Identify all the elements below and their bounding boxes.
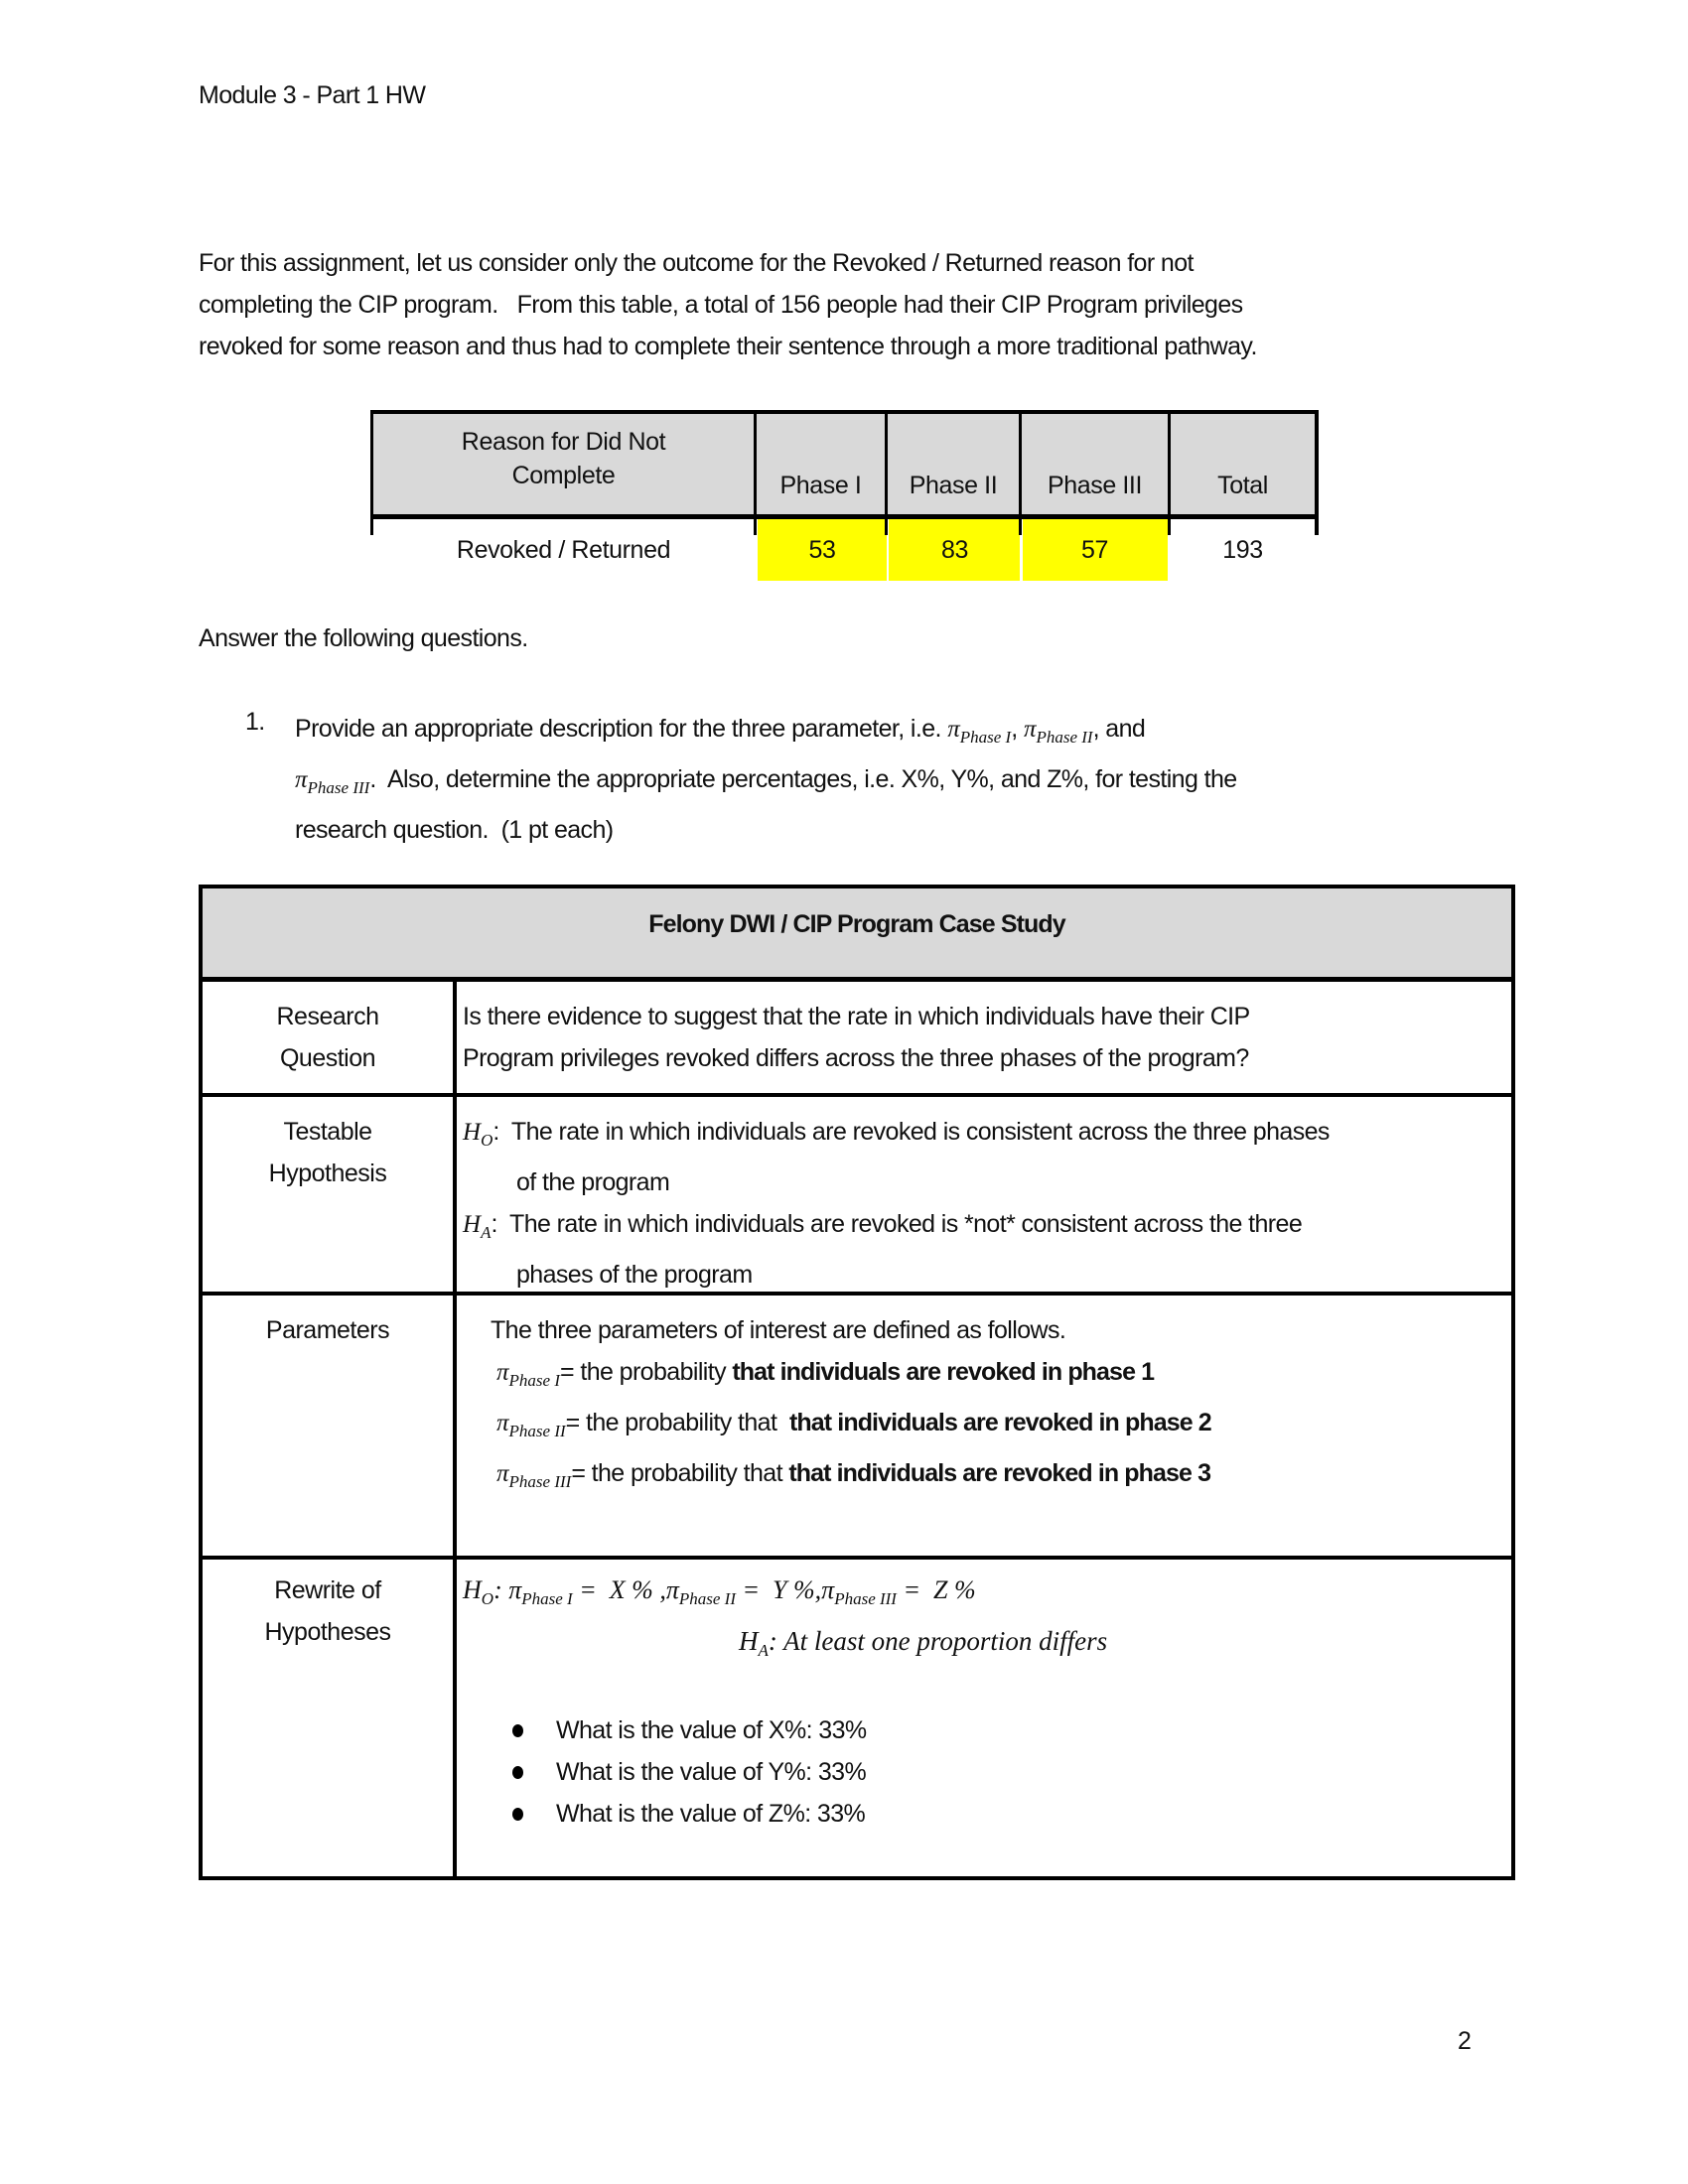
question-x-percent: What is the value of X%: 33% (512, 1709, 1501, 1751)
equation-rhs: = X % , (572, 1575, 666, 1604)
header-reason (373, 414, 754, 510)
question-1-text: . Also, determine the appropriate percentages, i.e. X%, Y%, and Z%, for testing the (369, 765, 1237, 793)
summary-table (370, 410, 1319, 581)
label-line: Hypotheses (264, 1618, 391, 1646)
intro-line-1: For this assignment, let us consider only the outcome for the Revoked / Returned reason for not (199, 249, 1194, 277)
subscript: Phase I (959, 728, 1012, 747)
question-1-line-2 (295, 758, 1237, 809)
h0-equation (463, 1570, 1501, 1620)
ha-subscript: A (758, 1641, 769, 1660)
value-phase-3-text: 57 (1080, 536, 1108, 564)
definition-bold-text: that individuals are revoked in phase 3 (788, 1459, 1211, 1487)
subscript: Phase I (508, 1371, 560, 1390)
row-research-question (203, 982, 1511, 1097)
alternative-hypothesis (463, 1203, 1501, 1254)
pi-symbol: π (496, 1460, 509, 1487)
subscript: Phase I (521, 1589, 573, 1608)
header-phase-3-label: Phase III (1047, 472, 1143, 499)
colon: : (493, 1575, 509, 1604)
question-y-percent: What is the value of Y%: 33% (512, 1751, 1501, 1793)
label-parameters (203, 1309, 453, 1351)
label-testable-hypothesis (203, 1111, 453, 1194)
case-study-title: Felony DWI / CIP Program Case Study (648, 910, 1065, 938)
null-hypothesis (463, 1111, 1501, 1161)
label-line: Testable (283, 1118, 372, 1146)
content-line: Program privileges revoked differs across the three phases of the program? (463, 1044, 1249, 1072)
row-parameters (203, 1296, 1511, 1560)
value-phase-1-text: 53 (808, 536, 836, 564)
value-total-text: 193 (1222, 536, 1263, 564)
question-z-percent: What is the value of Z%: 33% (512, 1793, 1501, 1835)
value-phase-1 (757, 519, 888, 581)
question-1-line-3: research question. (1 pt each) (295, 816, 614, 844)
question-1 (295, 708, 1237, 851)
subscript: Phase III (508, 1472, 572, 1491)
header-total-label: Total (1217, 472, 1268, 499)
pi-symbol: π (295, 766, 308, 793)
label-rewrite-hypotheses (203, 1570, 453, 1653)
subscript: Phase III (834, 1589, 897, 1608)
header-reason-line-1: Reason for Did Not (461, 427, 666, 456)
page-header: Module 3 - Part 1 HW (199, 81, 426, 109)
parameters-intro: The three parameters of interest are defined as follows. (491, 1316, 1066, 1344)
subscript: Phase II (1036, 728, 1093, 747)
parameter-definition-1 (491, 1351, 1501, 1402)
case-study-header (203, 888, 1511, 982)
value-phase-2 (888, 519, 1022, 581)
label-line: Question (279, 1044, 376, 1072)
subscript: Phase II (508, 1422, 566, 1440)
row-rewrite-hypotheses (203, 1560, 1511, 1876)
definition-text: = the probability that (571, 1459, 789, 1487)
header-phase-1-label: Phase I (779, 472, 862, 499)
instructions: Answer the following questions. (199, 624, 528, 652)
row-label-text: Revoked / Returned (456, 536, 671, 564)
label-line: Rewrite of (274, 1576, 381, 1604)
header-phase-3 (1022, 414, 1168, 510)
definition-bold-text: that individuals are revoked in phase 2 (789, 1409, 1211, 1436)
content-line: Is there evidence to suggest that the rate in which individuals have their CIP (463, 1003, 1250, 1030)
ha-line-1: : The rate in which individuals are revoked is *not* consistent across the three (491, 1210, 1303, 1238)
question-1-line-1 (295, 708, 1237, 758)
pi-symbol: π (665, 1575, 679, 1604)
pi-symbol: π (496, 1359, 509, 1386)
definition-text: = the probability (560, 1358, 733, 1386)
h0-subscript: O (481, 1131, 493, 1150)
ha-symbol: H (463, 1211, 482, 1238)
intro-line-2: completing the CIP program. From this table, a total of 156 people had their CIP Program privileges (199, 291, 1243, 319)
pi-symbol: π (508, 1575, 522, 1604)
equation-rhs: = Y %, (735, 1575, 822, 1604)
pi-symbol: π (947, 716, 960, 743)
ha-subscript: A (481, 1223, 492, 1242)
percentage-questions (463, 1709, 1501, 1835)
header-reason-line-2: Complete (511, 461, 616, 489)
definition-text: = the probability that (565, 1409, 789, 1436)
row-testable-hypothesis (203, 1097, 1511, 1296)
row-label (373, 519, 754, 581)
definition-bold-text: that individuals are revoked in phase 1 (732, 1358, 1155, 1386)
intro-line-3: revoked for some reason and thus had to complete their sentence through a more traditional pathway. (199, 333, 1257, 360)
parameter-definition-3 (491, 1452, 1501, 1503)
value-total (1171, 519, 1315, 581)
table-border-right (1315, 410, 1319, 535)
separator: , (1011, 715, 1024, 743)
header-total (1171, 414, 1315, 510)
ha-symbol: H (739, 1626, 759, 1656)
header-phase-1 (757, 414, 885, 510)
h0-line-1: : The rate in which individuals are revoked is consistent across the three phases (492, 1118, 1330, 1146)
pi-symbol: π (821, 1575, 835, 1604)
question-1-text: Provide an appropriate description for the three parameter, i.e. (295, 715, 948, 743)
page-number: 2 (1458, 2027, 1472, 2055)
value-phase-3 (1022, 519, 1168, 581)
rewrite-content (463, 1570, 1501, 1835)
header-phase-2-label: Phase II (909, 472, 998, 499)
h0-line-2: of the program (516, 1168, 670, 1196)
ha-line-2: phases of the program (516, 1261, 753, 1289)
value-phase-2-text: 83 (940, 536, 968, 564)
intro-paragraph (199, 242, 1257, 367)
equation-rhs: = Z % (896, 1575, 976, 1604)
ha-equation (463, 1620, 1501, 1672)
parameter-definition-2 (491, 1402, 1501, 1452)
header-phase-2 (888, 414, 1019, 510)
ha-text: : At least one proportion differs (768, 1626, 1108, 1656)
h0-symbol: H (463, 1119, 482, 1146)
research-question-text (463, 996, 1501, 1079)
label-line: Hypothesis (268, 1160, 387, 1187)
hypotheses-text (463, 1111, 1501, 1296)
h0-subscript: O (481, 1589, 494, 1608)
pi-symbol: π (1023, 716, 1037, 743)
pi-symbol: π (496, 1410, 509, 1436)
parameters-text (491, 1309, 1501, 1503)
subscript: Phase II (678, 1589, 736, 1608)
case-study-table (199, 885, 1515, 1880)
h0-symbol: H (463, 1575, 482, 1604)
question-1-number: 1. (245, 708, 265, 736)
question-1-text: , and (1092, 715, 1146, 743)
label-line: Research (276, 1003, 379, 1030)
label-line: Parameters (265, 1316, 390, 1344)
subscript: Phase III (307, 778, 370, 797)
label-research-question (203, 996, 453, 1079)
